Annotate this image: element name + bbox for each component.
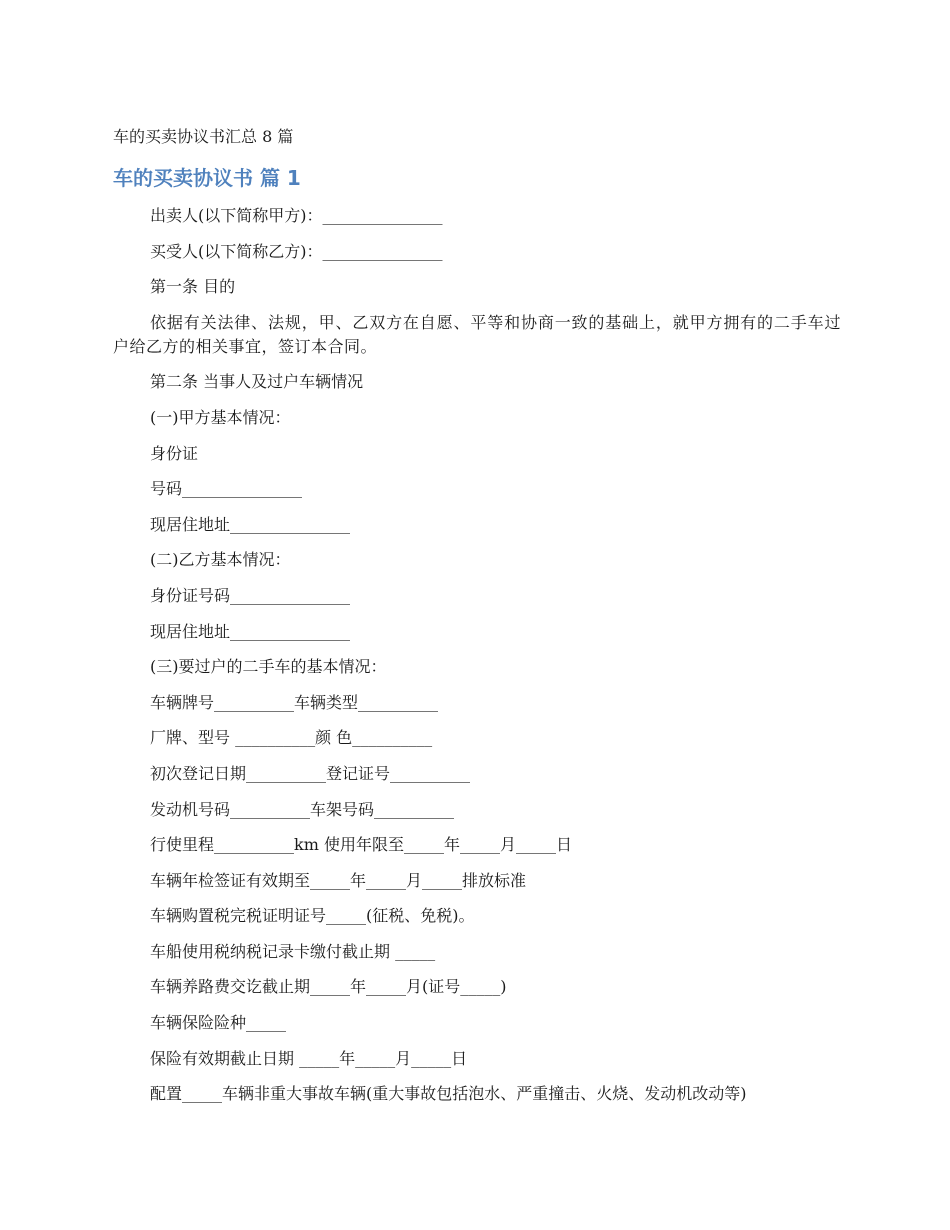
party-a-id-number: 号码_______________ — [150, 479, 303, 499]
article-1-text: 依据有关法律、法规，甲、乙双方在自愿、平等和协商一致的基础上，就甲方拥有的二手车过户给乙方的相关事宜，签订本合同。 — [113, 312, 841, 356]
party-a-id-label: 身份证 — [150, 443, 199, 463]
vehicle-heading: (三)要过户的二手车的基本情况： — [150, 657, 387, 677]
party-a-address: 现居住地址_______________ — [150, 514, 351, 534]
party-b-address: 现居住地址_______________ — [150, 621, 351, 641]
party-a-heading: (一)甲方基本情况： — [150, 407, 291, 427]
document-body — [113, 204, 841, 1118]
buyer-line: 买受人(以下简称乙方)：_______________ — [150, 241, 443, 261]
party-b-id-number: 身份证号码_______________ — [150, 585, 351, 605]
vehicle-engine-frame: 发动机号码__________车架号码__________ — [150, 799, 455, 819]
vehicle-inspection: 车辆年检签证有效期至_____年_____月_____排放标准 — [150, 870, 527, 890]
section-heading: 车的买卖协议书 篇 1 — [113, 166, 301, 190]
party-b-heading: (二)乙方基本情况： — [150, 550, 291, 570]
vehicle-plate-type: 车辆牌号__________车辆类型__________ — [150, 692, 439, 712]
vehicle-configuration: 配置_____车辆非重大事故车辆(重大事故包括泡水、严重撞击、火烧、发动机改动等) — [150, 1084, 747, 1104]
vehicle-insurance-expiry: 保险有效期截止日期 _____年_____月_____日 — [150, 1048, 468, 1068]
vehicle-brand-color: 厂牌、型号 __________颜 色__________ — [150, 728, 433, 748]
vehicle-road-fee: 车辆养路费交讫截止期_____年_____月(证号_____) — [150, 977, 507, 997]
vehicle-purchase-tax: 车辆购置税完税证明证号_____(征税、免税)。 — [150, 906, 475, 926]
vehicle-vessel-tax: 车船使用税纳税记录卡缴付截止期 _____ — [150, 941, 436, 961]
seller-line: 出卖人(以下简称甲方)：_______________ — [150, 206, 443, 225]
article-2-heading: 第二条 当事人及过户车辆情况 — [150, 372, 364, 392]
vehicle-insurance-type: 车辆保险险种_____ — [150, 1013, 287, 1033]
vehicle-mileage: 行使里程__________km 使用年限至_____年_____月_____日 — [150, 835, 572, 855]
article-1-heading: 第一条 目的 — [150, 277, 236, 297]
vehicle-registration: 初次登记日期__________登记证号__________ — [150, 763, 471, 783]
document-title: 车的买卖协议书汇总 8 篇 — [113, 127, 294, 146]
